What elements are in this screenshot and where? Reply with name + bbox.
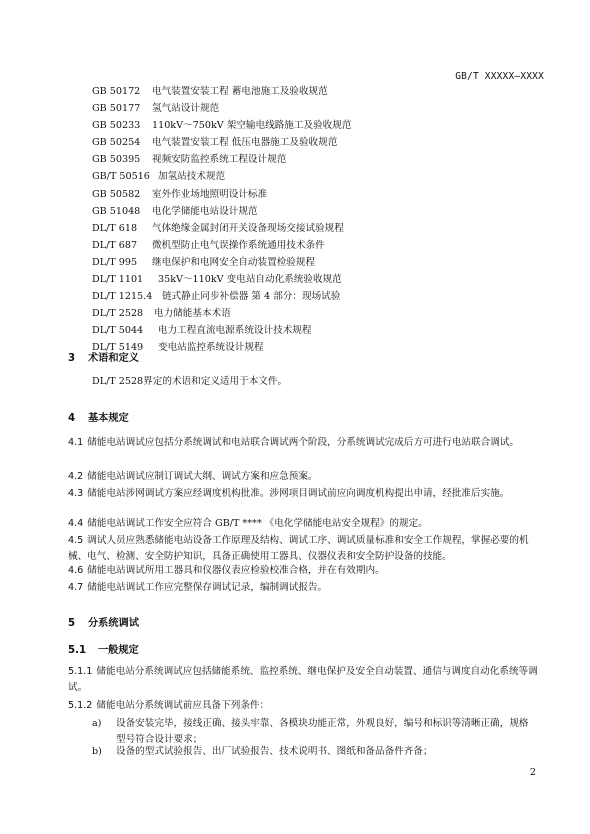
reference-code: DL/T 5044 <box>92 325 144 337</box>
subsection-number: 5.1 <box>68 645 87 656</box>
clause-text: 调试人员应熟悉储能电站设备工作原理及结构、调试工序、调试质量标准和安全工作规程，掌握必要的机械、电气、检测、安全防护知识，具备正确使用工器具、仪器仪表和安全防护设备的技能。 <box>68 535 529 563</box>
reference-item <box>92 288 552 305</box>
reference-code: GB 50172 <box>92 86 141 97</box>
section-number: 3 <box>68 353 76 364</box>
clause-number: 4.3 <box>68 488 84 499</box>
reference-code: GB 50395 <box>92 154 141 166</box>
subsection-5-1-heading <box>68 641 139 656</box>
reference-code: GB 50233 <box>92 120 141 132</box>
reference-title: 电力储能基本术语 <box>154 308 231 320</box>
clause-4-5 <box>68 533 538 565</box>
section-title: 基本规定 <box>88 413 129 424</box>
reference-code: DL/T 5149 <box>92 342 144 354</box>
reference-title: 电气装置安装工程 蓄电池施工及验收规范 <box>152 86 328 97</box>
clause-4-7 <box>68 580 538 596</box>
clause-number: 4.5 <box>68 535 84 546</box>
clause-number: 4.1 <box>68 437 84 448</box>
reference-item <box>92 83 552 100</box>
reference-title: 气体绝缘金属封闭开关设备现场交接试验规程 <box>152 222 344 234</box>
section-4-heading <box>68 409 129 424</box>
reference-item <box>92 237 552 254</box>
list-marker: a) <box>92 718 102 729</box>
reference-title: 电化学储能电站设计规范 <box>152 205 258 217</box>
reference-code: DL/T 1215.4 <box>92 291 153 303</box>
clause-5-1-1 <box>68 664 538 696</box>
section-number: 4 <box>68 413 76 424</box>
normative-references-list <box>92 83 552 357</box>
reference-item <box>92 271 552 288</box>
subsection-title: 一般规定 <box>98 645 139 656</box>
list-text: 设备安装完毕，接线正确、接头牢靠、各模块功能正常，外观良好，编号和标识等清晰正确，规格型号符合设计要求； <box>116 718 529 746</box>
reference-item <box>92 254 552 271</box>
reference-item <box>92 134 552 151</box>
reference-code: GB 51048 <box>92 205 141 217</box>
reference-title: 电力工程直流电源系统设计技术规程 <box>158 325 312 337</box>
reference-code: GB 50177 <box>92 103 141 115</box>
reference-title: 继电保护和电网安全自动装置检验规程 <box>152 256 316 268</box>
clause-text: 储能电站调试应包括分系统调试和电站联合调试两个阶段，分系统调试完成后方可进行电站联合调试。 <box>87 437 519 448</box>
section-title: 分系统调试 <box>88 618 139 629</box>
reference-code: DL/T 618 <box>92 222 138 234</box>
reference-code: GB 50254 <box>92 137 141 149</box>
clause-number: 5.1.1 <box>68 666 93 677</box>
clause-4-6 <box>68 563 538 579</box>
clause-number: 4.7 <box>68 582 84 593</box>
clause-text: 储能电站涉网调试方案应经调度机构批准。涉网项目调试前应向调度机构提出申请，经批准后实施。 <box>87 488 510 499</box>
reference-item <box>92 339 552 356</box>
clause-4-2 <box>68 469 538 485</box>
clause-text: 储能电站调试工作应完整保存调试记录，编制调试报告。 <box>87 582 328 593</box>
clause-text: 储能电站调试工作安全应符合 GB/T **** 《电化学储能电站安全规程》的规定。 <box>87 518 428 529</box>
reference-title: 变电站监控系统设计规程 <box>158 342 264 354</box>
section-title: 术语和定义 <box>88 353 139 364</box>
reference-code: DL/T 2528 <box>92 308 144 320</box>
reference-title: 电气装置安装工程 低压电器施工及验收规范 <box>152 137 338 149</box>
reference-code: DL/T 687 <box>92 239 138 251</box>
clause-text: 储能电站分系统调试应包括储能系统、监控系统、继电保护及安全自动装置、通信与调度自动化系统等调试。 <box>68 666 538 694</box>
clause-4-4 <box>68 516 538 532</box>
reference-code: GB 50582 <box>92 188 141 200</box>
page-number: 2 <box>529 767 536 778</box>
reference-item <box>92 322 552 339</box>
reference-item <box>92 203 552 220</box>
reference-code: GB/T 50516 <box>92 171 150 183</box>
clause-text: 储能电站调试应制订调试大纲、调试方案和应急预案。 <box>87 471 318 482</box>
section-3-heading <box>68 349 139 364</box>
reference-item <box>92 305 552 322</box>
list-item-b <box>92 744 538 760</box>
clause-number: 5.1.2 <box>68 700 93 711</box>
reference-item <box>92 100 552 117</box>
clause-number: 4.4 <box>68 518 84 529</box>
clause-5-1-2 <box>68 698 538 714</box>
reference-item <box>92 220 552 237</box>
section-5-heading <box>68 614 139 629</box>
clause-text: 储能电站调试所用工器具和仪器仪表应检验校准合格，并在有效期内。 <box>87 565 385 576</box>
reference-code: DL/T 995 <box>92 256 138 268</box>
reference-title: 链式静止同步补偿器 第 4 部分：现场试验 <box>162 291 341 303</box>
reference-item <box>92 168 552 185</box>
reference-title: 110kV～750kV 架空输电线路施工及验收规范 <box>152 120 352 132</box>
reference-title: 氢气站设计规范 <box>152 103 220 115</box>
clause-text: 储能电站分系统调试前应具备下列条件： <box>96 700 270 711</box>
reference-title: 35kV～110kV 变电站自动化系统验收规范 <box>158 274 342 286</box>
reference-title: 加氢站技术规范 <box>158 171 226 183</box>
list-marker: b) <box>92 746 102 757</box>
reference-item <box>92 117 552 134</box>
reference-title: 微机型防止电气误操作系统通用技术条件 <box>152 239 325 251</box>
clause-4-1 <box>68 435 538 451</box>
section-3-text: DL/T 2528界定的术语和定义适用于本文件。 <box>92 376 288 387</box>
section-number: 5 <box>68 618 76 629</box>
clause-number: 4.2 <box>68 471 84 482</box>
standard-number: GB/T XXXXX—XXXX <box>455 71 544 82</box>
reference-title: 视频安防监控系统工程设计规范 <box>152 154 287 166</box>
reference-item <box>92 186 552 203</box>
reference-code: DL/T 1101 <box>92 274 144 286</box>
reference-title: 室外作业场地照明设计标准 <box>152 188 268 200</box>
clause-number: 4.6 <box>68 565 84 576</box>
reference-item <box>92 151 552 168</box>
clause-4-3 <box>68 486 538 502</box>
list-text: 设备的型式试验报告、出厂试验报告、技术说明书、图纸和备品备件齐备； <box>116 746 433 757</box>
